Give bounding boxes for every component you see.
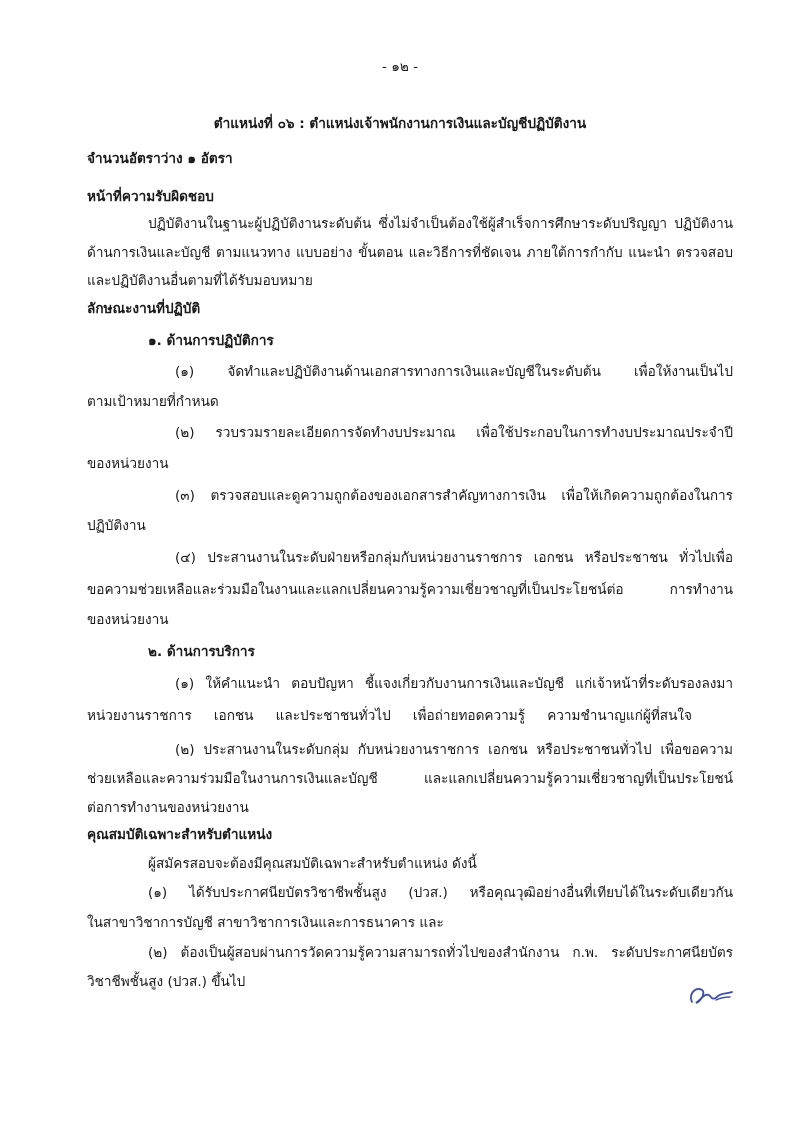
section1-item-2-cont: ของหน่วยงาน: [87, 456, 169, 472]
section2-item-1-cont: หน่วยงานราชการ เอกชน และประชาชนทั่วไป เพื่อถ่ายทอดความรู้ ความชำนาญแก่ผู้ที่สนใจ: [87, 708, 692, 724]
position-title: ตำแหน่งที่ ๐๖ : ตำแหน่งเจ้าพนักงานการเงินและบัญชีปฏิบัติงาน: [213, 116, 587, 132]
section1-item-1: (๑) จัดทำและปฏิบัติงานด้านเอกสารทางการเงินและบัญชีในระดับต้น เพื่อให้งานเป็นไป: [175, 364, 733, 380]
duties-heading: หน้าที่ความรับผิดชอบ: [87, 189, 214, 205]
section2-item-1: (๑) ให้คำแนะนำ ตอบปัญหา ชี้แจงเกี่ยวกับงานการเงินและบัญชี แก่เจ้าหน้าที่ระดับรองลงมา: [175, 676, 733, 692]
section1-heading: ๑. ด้านการปฏิบัติการ: [148, 333, 274, 349]
qualification-heading: คุณสมบัติเฉพาะสำหรับตำแหน่ง: [87, 827, 273, 843]
qualification-intro: ผู้สมัครสอบจะต้องมีคุณสมบัติเฉพาะสำหรับตำแหน่ง ดังนี้: [148, 856, 477, 872]
page-number: - ๑๒ -: [381, 59, 419, 75]
section1-item-4-cont: ขอความช่วยเหลือและร่วมมือในงานและแลกเปลี่ยนความรู้ความเชี่ยวชาญที่เป็นประโยชน์ต่อ การทำงาน: [87, 582, 733, 598]
duties-line: ปฏิบัติงานในฐานะผู้ปฏิบัติงานระดับต้น ซึ่งไม่จำเป็นต้องใช้ผู้สำเร็จการศึกษาระดับปริญญา ปฏิบัติงาน: [148, 216, 733, 232]
qualification-item-2-cont: วิชาชีพชั้นสูง (ปวส.) ขึ้นไป: [87, 974, 246, 990]
section2-item-2-cont: ต่อการทำงานของหน่วยงาน: [87, 800, 249, 816]
section2-item-2: (๒) ประสานงานในระดับกลุ่ม กับหน่วยงานราชการ เอกชน หรือประชาชนทั่วไป เพื่อขอความ: [175, 742, 733, 758]
signature-initials: [686, 982, 736, 1008]
section2-heading: ๒. ด้านการบริการ: [148, 644, 255, 660]
qualification-item-1: (๑) ได้รับประกาศนียบัตรวิชาชีพชั้นสูง (ปวส.) หรือคุณวุฒิอย่างอื่นที่เทียบได้ในระดับเดียวกัน: [148, 885, 733, 901]
section1-item-4: (๔) ประสานงานในระดับฝ่ายหรือกลุ่มกับหน่วยงานราชการ เอกชน หรือประชาชน ทั่วไปเพื่อ: [175, 550, 733, 566]
duties-line: ด้านการเงินและบัญชี ตามแนวทาง แบบอย่าง ขั้นตอน และวิธีการที่ชัดเจน ภายใต้การกำกับ แนะนำ ตรวจสอบ: [87, 245, 733, 261]
section1-item-2: (๒) รวบรวมรายละเอียดการจัดทำงบประมาณ เพื่อใช้ประกอบในการทำงบประมาณประจำปี: [175, 425, 733, 441]
section1-item-4-cont: ของหน่วยงาน: [87, 612, 169, 628]
duties-line: และปฏิบัติงานอื่นตามที่ได้รับมอบหมาย: [87, 273, 313, 289]
vacancy-count: จำนวนอัตราว่าง ๑ อัตรา: [87, 151, 233, 167]
qualification-item-2: (๒) ต้องเป็นผู้สอบผ่านการวัดความรู้ความสามารถทั่วไปของสำนักงาน ก.พ. ระดับประกาศนียบัตร: [148, 945, 733, 961]
section1-item-3: (๓) ตรวจสอบและดูความถูกต้องของเอกสารสำคัญทางการเงิน เพื่อให้เกิดความถูกต้องในการ: [175, 488, 733, 504]
qualification-item-1-cont: ในสาขาวิชาการบัญชี สาขาวิชาการเงินและการธนาคาร และ: [87, 915, 444, 931]
section1-item-3-cont: ปฏิบัติงาน: [87, 518, 146, 534]
section1-item-1-cont: ตามเป้าหมายที่กำหนด: [87, 394, 219, 410]
work-heading: ลักษณะงานที่ปฏิบัติ: [87, 301, 201, 317]
section2-item-2-cont: ช่วยเหลือและความร่วมมือในงานการเงินและบัญชี และแลกเปลี่ยนความรู้ความเชี่ยวชาญที่เป็นประโยชน์: [87, 771, 733, 787]
